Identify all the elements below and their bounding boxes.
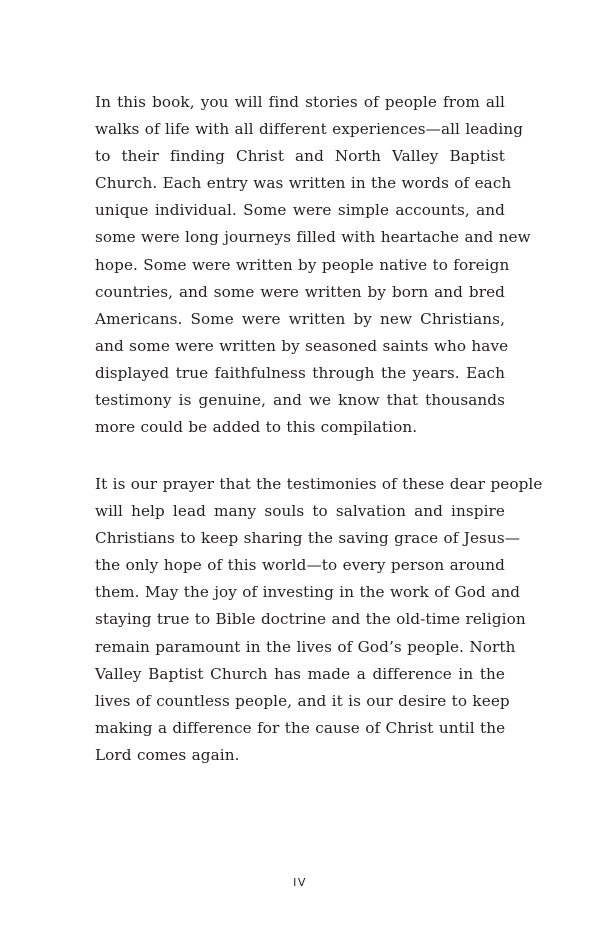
paragraph-line: It is our prayer that the testimonies of these dear people bbox=[95, 475, 543, 493]
paragraph-line: walks of life with all different experiences—all leading bbox=[95, 120, 524, 139]
paragraph-line: more could be added to this compilation. bbox=[95, 418, 418, 437]
paragraph-line: unique individual. Some were simple accounts, and bbox=[95, 201, 505, 220]
paragraph-1 bbox=[95, 89, 531, 441]
page-number: IV bbox=[293, 876, 307, 889]
paragraph-2 bbox=[95, 471, 543, 769]
paragraph-line: Christians to keep sharing the saving grace of Jesus— bbox=[95, 529, 521, 548]
paragraph-line: Church. Each entry was written in the words of each bbox=[95, 174, 512, 193]
paragraph-line: some were long journeys filled with heartache and new bbox=[95, 228, 531, 247]
paragraph-line: lives of countless people, and it is our desire to keep bbox=[95, 691, 510, 710]
paragraph-line: making a difference for the cause of Christ until the bbox=[95, 718, 506, 737]
paragraph-line: Valley Baptist Church has made a difference in the bbox=[95, 664, 505, 683]
paragraph-line: will help lead many souls to salvation and inspire bbox=[95, 502, 505, 521]
paragraph-line: displayed true faithfulness through the years. Each bbox=[95, 363, 505, 382]
paragraph-line: In this book, you will find stories of people from all bbox=[95, 93, 505, 111]
paragraph-line: the only hope of this world—to every person around bbox=[95, 556, 505, 575]
paragraph-line: to their finding Christ and North Valley Baptist bbox=[95, 147, 505, 166]
paragraph-line: hope. Some were written by people native to foreign bbox=[95, 255, 510, 274]
paragraph-line: Americans. Some were written by new Christians, bbox=[95, 309, 505, 328]
paragraph-line: countries, and some were written by born and bred bbox=[95, 282, 505, 301]
paragraph-line: remain paramount in the lives of God’s people. North bbox=[95, 637, 516, 656]
paragraph-line: testimony is genuine, and we know that thousands bbox=[95, 391, 505, 410]
paragraph-line: Lord comes again. bbox=[95, 745, 240, 764]
paragraph-line: them. May the joy of investing in the work of God and bbox=[95, 583, 521, 602]
paragraph-line: staying true to Bible doctrine and the old-time religion bbox=[95, 610, 526, 629]
paragraph-line: and some were written by seasoned saints who have bbox=[95, 336, 509, 355]
